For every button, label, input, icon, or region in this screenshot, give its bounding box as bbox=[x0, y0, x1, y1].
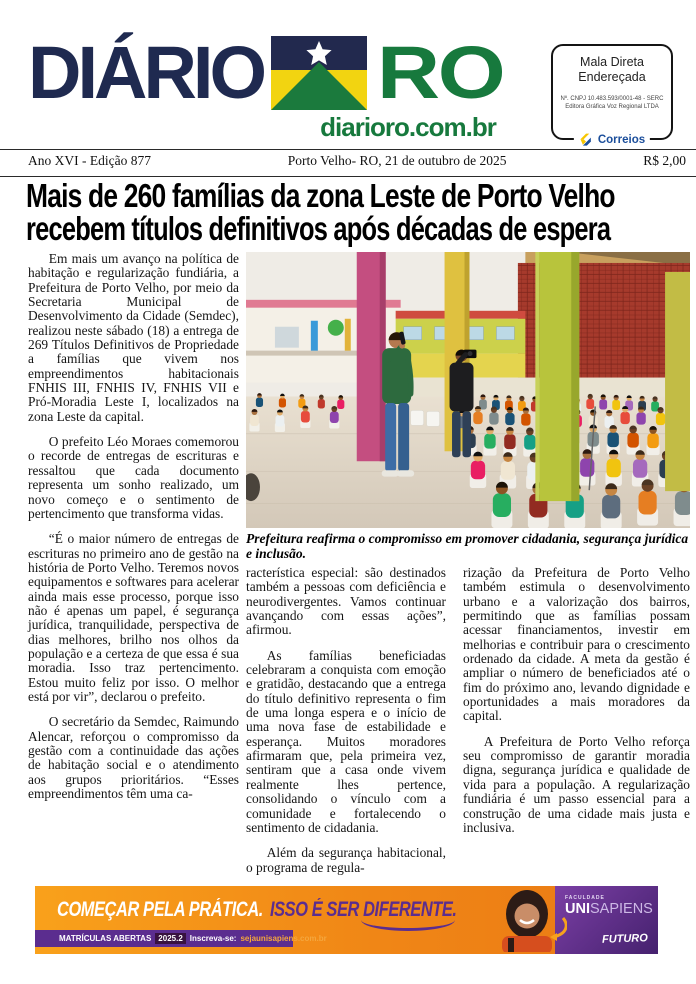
ad-tagline: FUTURO bbox=[601, 932, 649, 946]
logo-text-diario: DIÁRIO bbox=[28, 31, 263, 114]
ad-strip-badge: 2025.2 bbox=[155, 933, 185, 944]
mala-direta-line2: Endereçada bbox=[578, 70, 646, 84]
ad-enrollment-strip bbox=[35, 930, 327, 947]
ad-brand-logo bbox=[565, 895, 653, 917]
publisher-name: Editora Gráfica Voz Regional LTDA bbox=[565, 103, 659, 110]
ad-brand-small: FACULDADE bbox=[565, 895, 605, 901]
ad-headline bbox=[57, 898, 457, 922]
paragraph: Além da segurança habitacional, o programa de regula- bbox=[246, 845, 446, 875]
mala-direta-line1: Mala Direta bbox=[580, 55, 644, 69]
edition-info: Ano XVI - Edição 877 bbox=[28, 153, 151, 168]
article-column-1 bbox=[28, 252, 239, 812]
paragraph: A Prefeitura de Porto Velho reforça seu compromisso de garantir moradia digna, segurança jurídica e qualidade de vida para a população. A regularização fundiária é um passo essencial para a construção de uma cidade mais justa e inclusiva. bbox=[463, 733, 690, 835]
logo-text-ro: RO bbox=[377, 31, 504, 114]
unisapiens-ad-banner bbox=[35, 886, 658, 954]
mala-direta-box bbox=[551, 44, 673, 146]
correios-label: Correios bbox=[597, 134, 646, 146]
ad-curl-arrow-icon bbox=[547, 916, 567, 942]
ad-underline-swoosh bbox=[361, 920, 455, 931]
ad-strip-url: sejaunisapiens.com.br bbox=[240, 934, 327, 943]
ad-strip-label: MATRÍCULAS ABERTAS bbox=[59, 934, 152, 943]
newspaper-website: diarioro.com.br bbox=[320, 112, 496, 142]
paragraph: O prefeito Léo Moraes comemorou o recorde de entregas de escrituras e ressaltou que cada documento representa um sonho realizado, um novo começo e o sentimento de pertencimento que transforma vidas. bbox=[28, 434, 239, 521]
rondonia-flag-icon bbox=[271, 36, 367, 110]
article-column-3 bbox=[463, 566, 690, 846]
ad-strip-cta: Inscreva-se: bbox=[189, 934, 237, 943]
photo-caption: Prefeitura reafirma o compromisso em promover cidadania, segurança jurídica e inclusão. bbox=[246, 531, 689, 561]
masthead bbox=[0, 0, 696, 150]
correios-icon bbox=[579, 133, 595, 147]
newspaper-logo bbox=[28, 31, 504, 114]
paragraph: rização da Prefeitura de Porto Velho também estimula o desenvolvimento urbano e a valorização dos bairros, permitindo que as famílias possam acessar financiamentos, investir em melhorias e contribuir para o crescimento ordenado da cidade. A meta da gestão é ampliar o número de beneficiados até o fim do próximo ano, levando dignidade e oportunidades a mais moradores da capital. bbox=[463, 565, 690, 724]
event-photo bbox=[246, 252, 690, 528]
location-date: Porto Velho- RO, 21 de outubro de 2025 bbox=[287, 153, 507, 168]
ad-headline-purple: ISSO É SER DIFERENTE. bbox=[269, 898, 457, 921]
publisher-cnpj: Nº. CNPJ 10.483.593/0001-48 - SERC bbox=[560, 96, 664, 102]
ad-headline-white: COMEÇAR PELA PRÁTICA. bbox=[57, 898, 263, 921]
ad-brand-panel bbox=[555, 886, 658, 954]
paragraph: “É o maior número de entregas de escrituras no primeiro ano de gestão na história de Porto Velho. Teremos novos equipamentos e softwares para acelerar ainda mais esse processo, porque isso não é apenas um papel, é segurança jurídica, tranquilidade, perspectiva de dias melhores, brilho nos olhos da população e a certeza de que essa é sua moradia. Isso traz pertencimento. Estou muito feliz por isso. O melhor está por vir”, declarou o prefeito. bbox=[28, 531, 239, 704]
headline-line1: Mais de 260 famílias da zona Leste de Porto Velho bbox=[26, 177, 615, 214]
paragraph: Em mais um avanço na política de habitação e regularização fundiária, a Prefeitura de Porto Velho, por meio da Secretaria Municipal de Desenvolvimento da Cidade (Semdec), realizou neste sábado (18) a entrega de 269 Títulos Definitivos de Propriedade a famílias que vivem nos empreendimentos habitacionais FNHIS III, FNHIS IV, FNHIS VII e Pró-Moradia Leste I, localizados na zona Leste da capital. bbox=[28, 251, 239, 424]
correios-logo bbox=[574, 133, 650, 147]
paragraph: racterística especial: são destinados também a pessoas com deficiência e neurodivergentes. Vamos continuar avançando com essas ações”, afirmou. bbox=[246, 565, 446, 638]
main-headline bbox=[26, 179, 690, 245]
paragraph: O secretário da Semdec, Raimundo Alencar, reforçou o compromisso da gestão com a continuidade das ações de habitação social e o atendimento aos grupos prioritários. “Esses empreendimentos têm uma ca- bbox=[28, 714, 239, 802]
ad-brand-sapiens: SAPIENS bbox=[589, 901, 653, 917]
dateline bbox=[28, 153, 686, 169]
paragraph: As famílias beneficiadas celebraram a conquista com emoção e gratidão, destacando que a entrega do título definitivo representa o fim de uma longa espera e o início de uma nova fase de estabilidade e esperança. Muitos moradores afirmaram que, pela primeira vez, sentiram que a casa onde vivem realmente lhes pertence, consolidando o vínculo com a comunidade e fortalecendo o sentimento de cidadania. bbox=[246, 647, 446, 835]
article-column-2 bbox=[246, 566, 446, 886]
cover-price: R$ 2,00 bbox=[643, 153, 686, 168]
ad-brand-uni: UNI bbox=[565, 901, 590, 917]
headline-line2: recebem títulos definitivos após décadas de espera bbox=[26, 210, 611, 247]
rule-top bbox=[0, 149, 696, 150]
